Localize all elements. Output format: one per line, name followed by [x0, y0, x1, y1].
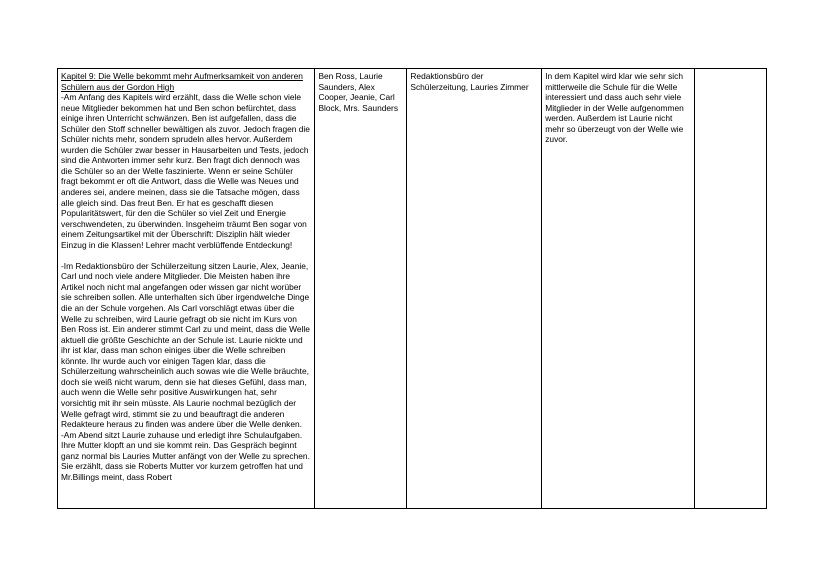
comment-cell — [542, 69, 695, 509]
characters-text: Ben Ross, Laurie Saunders, Alex Cooper, Jeanie, Carl Block, Mrs. Saunders — [318, 71, 399, 113]
summary-paragraph-3: -Am Abend sitzt Laurie zuhause und erledigt ihre Schulaufgaben. Ihre Mutter klopft an und sie kommt rein. Das Gespräch beginnt ganz normal bis Lauries Mutter anfängt von der Welle zu sprechen. Sie erzählt, dass sie Roberts Mutter vor kurzem getroffen hat und Mr.Billings meint, dass Robert — [61, 429, 310, 482]
chapter-title: Kapitel 9: Die Welle bekommt mehr Aufmerksamkeit von anderen Schülern aus der Gordon High — [61, 71, 303, 92]
summary-paragraph-2: -Im Redaktionsbüro der Schülerzeitung sitzen Laurie, Alex, Jeanie, Carl und noch viele andere Mitglieder. Die Meisten haben ihre Artikel noch nicht mal angefangen oder wissen gar nicht worüber sie schreiben sollen. Alle unterhalten sich über irgendwelche Dinge die an der Schule vorgehen. Als Carl vorschlägt etwas über die Welle zu schreiben, wird Laurie gefragt ob sie nicht im Kurs von Ben Ross ist. Ein anderer stimmt Carl zu und meint, dass die Welle aktuell die größte Geschichte an der Schule ist. Laurie nickte und ihr ist klar, dass man schon einiges über die Welle schreiben könnte. Ihr wurde auch vor einigen Tagen klar, dass die Schülerzeitung wahrscheinlich auch sowas wie die Welle bräuchte, doch sie weiß nicht warum, denn sie hat dieses Gefühl, dass man, auch wenn die Welle sehr positive Auswirkungen hat, sehr vorsichtig mit ihr sein müsste. Als Laurie nochmal bezüglich der Welle gefragt wird, stimmt sie zu und beauftragt die anderen Redakteure heraus zu finden was andere über die Welle denken. — [61, 260, 310, 430]
summary-cell — [58, 69, 315, 509]
place-text: Redaktionsbüro der Schülerzeitung, Lauries Zimmer — [410, 71, 529, 92]
extra-cell — [695, 69, 767, 509]
summary-paragraph-1: -Am Anfang des Kapitels wird erzählt, dass die Welle schon viele neue Mitglieder bekommen hat und Ben schon befürchtet, dass einige ihren Unterricht schwänzen. Ben ist aufgefallen, dass die Schüler den Stoff schneller bewältigen als zuvor. Jedoch fragen die Schüler nichts mehr, sondern sprudeln alles hervor. Außerdem wurden die Schüler zwar besser in Hausarbeiten und Tests, jedoch sind die Antworten immer sehr kurz. Ben fragt dich dennoch was die Schüler so an der Welle faszinierte. Wenn er seine Schüler fragt bekommt er oft die Antwort, dass die Welle was Neues und anderes sei, andere meinen, dass sie die Tatsache mögen, dass alle gleich sind. Das freut Ben. Er hat es geschafft diesen Popularitätswert, für den die Schüler so viel Zeit und Energie verschwendeten, zu überwinden. Insgeheim träumt Ben sogar von einem Zeitungsartikel mit der Überschrift: Disziplin hält wieder Einzug in die Klassen! Lehrer macht verblüffende Entdeckung! — [61, 92, 310, 250]
table-row — [58, 69, 767, 509]
summary-table — [57, 68, 767, 509]
comment-text: In dem Kapitel wird klar wie sehr sich mittlerweile die Schule für die Welle interessiert und dass auch sehr viele Mitglieder in der Welle aufgenommen werden. Außerdem ist Laurie nicht mehr so überzeugt von der Welle wie zuvor. — [545, 71, 684, 145]
paragraph-spacer — [61, 250, 311, 261]
place-cell — [407, 69, 542, 509]
characters-cell — [315, 69, 407, 509]
